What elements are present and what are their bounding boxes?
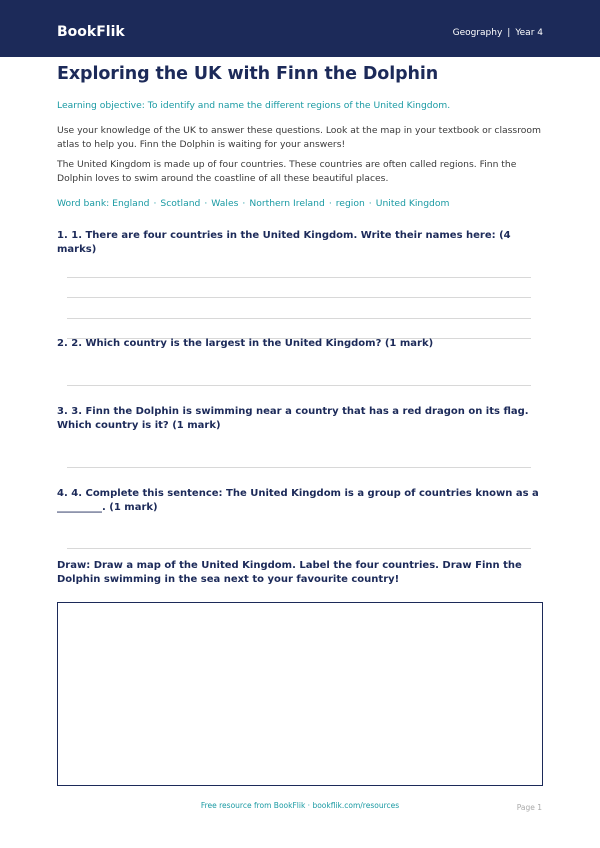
word-bank-word: Wales bbox=[211, 198, 239, 209]
word-bank-word: United Kingdom bbox=[375, 198, 450, 209]
instructions-paragraph: Use your knowledge of the UK to answer these questions. Look at the map in your textbook or classroom atlas to help you. Finn the Dolphin is waiting for your answers! bbox=[57, 125, 541, 150]
answer-line[interactable] bbox=[67, 277, 531, 278]
word-bank-word: England bbox=[112, 198, 150, 209]
question-1: 1. 1. There are four countries in the United Kingdom. Write their names here: (4 marks) bbox=[57, 230, 511, 255]
brand-logo[interactable]: BookFlik bbox=[57, 24, 125, 40]
word-bank-word: Northern Ireland bbox=[249, 198, 325, 209]
word-bank-separator: · bbox=[368, 198, 372, 209]
word-bank-separator: · bbox=[328, 198, 332, 209]
drawing-box[interactable] bbox=[57, 602, 543, 786]
question-2: 2. 2. Which country is the largest in the United Kingdom? (1 mark) bbox=[57, 338, 434, 349]
year-label: Year 4 bbox=[515, 28, 543, 38]
subject-year-meta bbox=[453, 28, 543, 38]
word-bank-separator: · bbox=[242, 198, 246, 209]
word-bank-label: Word bank: bbox=[57, 198, 110, 209]
word-bank-separator: · bbox=[153, 198, 157, 209]
question-3: 3. 3. Finn the Dolphin is swimming near a country that has a red dragon on its flag. Which country is it? (1 mark) bbox=[57, 406, 529, 431]
word-bank-separator: · bbox=[204, 198, 208, 209]
learning-objective: Learning objective: To identify and name the different regions of the United Kingdom. bbox=[57, 100, 451, 111]
worksheet-title: Exploring the UK with Finn the Dolphin bbox=[57, 64, 439, 84]
question-4: 4. 4. Complete this sentence: The United Kingdom is a group of countries known as a _________. (1 mark) bbox=[57, 488, 539, 513]
answer-line[interactable] bbox=[67, 385, 531, 386]
meta-separator: | bbox=[507, 28, 511, 38]
answer-line[interactable] bbox=[67, 467, 531, 468]
word-bank-word: region bbox=[335, 198, 365, 209]
subject-label: Geography bbox=[452, 28, 503, 38]
word-bank-word: Scotland bbox=[160, 198, 201, 209]
intro-paragraph: The United Kingdom is made up of four countries. These countries are often called regions. Finn the Dolphin loves to swim around the coastline of all these beautiful places. bbox=[57, 159, 517, 184]
draw-task-prompt: Draw: Draw a map of the United Kingdom. Label the four countries. Draw Finn the Dolphin swimming in the sea next to your favourite country! bbox=[57, 560, 522, 585]
answer-line[interactable] bbox=[67, 318, 531, 319]
answer-line[interactable] bbox=[67, 297, 531, 298]
footer-credit[interactable]: Free resource from BookFlik · bookflik.com/resources bbox=[200, 801, 400, 810]
word-bank bbox=[57, 198, 449, 209]
page-number: Page 1 bbox=[516, 803, 542, 812]
header-bar bbox=[0, 0, 600, 57]
answer-line[interactable] bbox=[67, 548, 531, 549]
